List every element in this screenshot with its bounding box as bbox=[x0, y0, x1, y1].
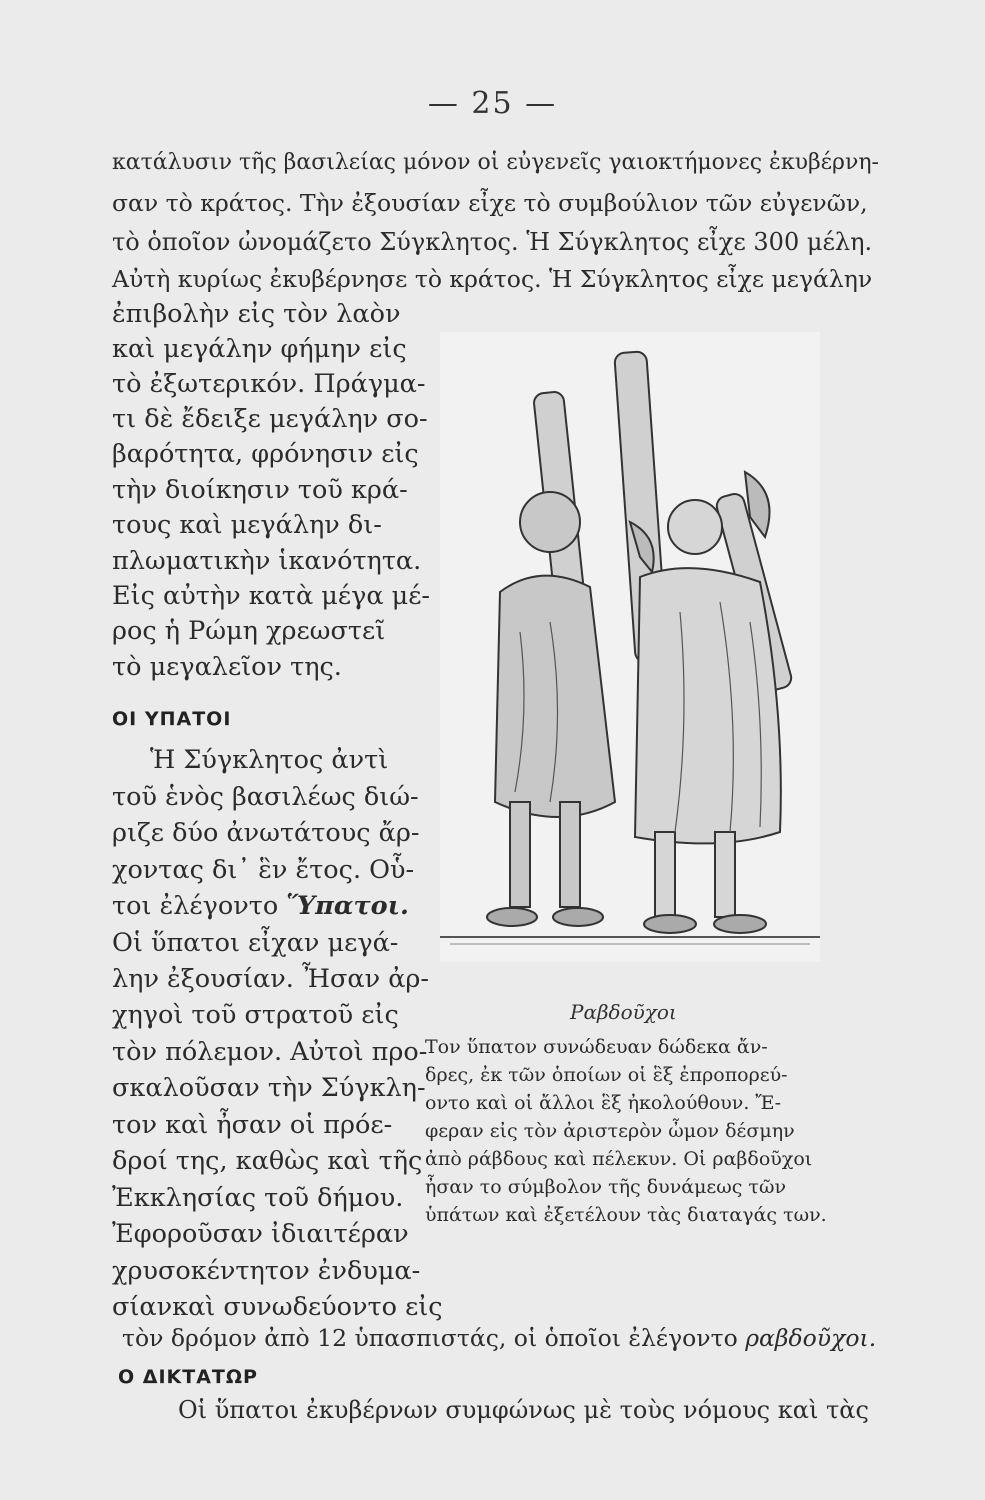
body-line: Ἐκκλησίας τοῦ δήμου. bbox=[112, 1183, 404, 1213]
body-line: καὶ μεγάλην φήμην εἰς bbox=[112, 334, 407, 364]
body-line: σίανκαὶ συνωδεύοντο εἰς bbox=[112, 1292, 443, 1322]
figure-caption-line: οντο καὶ οἱ ἄλλοι ἓξ ἠκολούθουν. Ἔ- bbox=[425, 1092, 782, 1114]
figure-caption-line: δρες, ἐκ τῶν ὁποίων οἱ ἓξ ἐπροπορεύ- bbox=[425, 1064, 788, 1086]
figure-caption-title: Ραβδοῦχοι bbox=[570, 1000, 677, 1024]
intro-line: τὸ ὁποῖον ὠνομάζετο Σύγκλητος. Ἡ Σύγκλητος εἶχε 300 μέλη. bbox=[112, 228, 873, 256]
body-line: ρος ἡ Ρώμη χρεωστεῖ bbox=[112, 616, 386, 646]
body-line: τοῦ ἑνὸς βασιλέως διώ- bbox=[112, 782, 419, 812]
intro-line: σαν τὸ κράτος. Τὴν ἐξουσίαν εἶχε τὸ συμβούλιον τῶν εὐγενῶν, bbox=[112, 189, 868, 217]
lictors-engraving-icon bbox=[440, 332, 820, 962]
section-heading-dictator: Ο ΔΙΚΤΑΤΩΡ bbox=[118, 1366, 258, 1388]
body-text: τοι ἐλέγοντο bbox=[112, 891, 279, 921]
body-line: βαρότητα, φρόνησιν εἰς bbox=[112, 439, 419, 469]
body-line: τον καὶ ἦσαν οἱ πρόε- bbox=[112, 1110, 393, 1140]
body-line: Ἡ Σύγκλητος ἀντὶ bbox=[150, 745, 389, 775]
body-line: τὸν πόλεμον. Αὐτοὶ προ- bbox=[112, 1037, 428, 1067]
term-rabdouchoi: ραβδοῦχοι. bbox=[745, 1324, 877, 1352]
term-hypatoi: Ὕπατοι. bbox=[286, 891, 409, 921]
body-line: χοντας δι᾽ ἓν ἔτος. Οὗ- bbox=[112, 855, 415, 885]
body-line-full bbox=[122, 1324, 877, 1352]
figure-caption-line: ὑπάτων καὶ ἐξετέλουν τὰς διαταγάς των. bbox=[425, 1204, 827, 1226]
body-line: δροί της, καθὼς καὶ τῆς bbox=[112, 1146, 423, 1176]
body-line: τὴν διοίκησιν τοῦ κρά- bbox=[112, 475, 408, 505]
body-line: ριζε δύο ἀνωτάτους ἄρ- bbox=[112, 818, 420, 848]
lictors-engraving bbox=[440, 332, 820, 962]
body-line: σκαλοῦσαν τὴν Σύγκλη- bbox=[112, 1073, 426, 1103]
body-line: τὸ ἐξωτερικόν. Πράγμα- bbox=[112, 369, 426, 399]
body-line: χρυσοκέντητον ἐνδυμα- bbox=[112, 1256, 421, 1286]
figure-caption-line: ἦσαν το σύμβολον τῆς δυνάμεως τῶν bbox=[425, 1176, 786, 1198]
body-line: ἐπιβολὴν εἰς τὸν λαὸν bbox=[112, 299, 401, 329]
body-line: Ἐφοροῦσαν ἰδιαιτέραν bbox=[112, 1219, 409, 1249]
body-line: Εἰς αὐτὴν κατὰ μέγα μέ- bbox=[112, 581, 431, 611]
body-text: τὸν δρόμον ἀπὸ 12 ὑπασπιστάς, οἱ ὁποῖοι ἐλέγοντο bbox=[122, 1324, 738, 1352]
body-line: πλωματικὴν ἱκανότητα. bbox=[112, 546, 422, 576]
figure-caption-line: φεραν εἰς τὸν ἀριστερὸν ὦμον δέσμην bbox=[425, 1120, 795, 1142]
body-line: τους καὶ μεγάλην δι- bbox=[112, 510, 382, 540]
page-number: — 25 — bbox=[427, 86, 558, 121]
body-line: χηγοὶ τοῦ στρατοῦ εἰς bbox=[112, 1000, 399, 1030]
intro-line: κατάλυσιν τῆς βασιλείας μόνον οἱ εὐγενεῖς γαιοκτήμονες ἐκυβέρνη- bbox=[112, 150, 879, 175]
intro-line: Αὐτὴ κυρίως ἐκυβέρνησε τὸ κράτος. Ἡ Σύγκλητος εἶχε μεγάλην bbox=[112, 265, 873, 293]
body-line: τὸ μεγαλεῖον της. bbox=[112, 652, 342, 682]
body-line: τι δὲ ἔδειξε μεγάλην σο- bbox=[112, 404, 428, 434]
section-heading-consuls: ΟΙ ΥΠΑΤΟΙ bbox=[112, 708, 232, 730]
body-line bbox=[112, 891, 409, 921]
body-line: Οἱ ὕπατοι εἶχαν μεγά- bbox=[112, 928, 399, 958]
figure-caption-line: ἀπὸ ράβδους καὶ πέλεκυν. Οἱ ραβδοῦχοι bbox=[425, 1148, 813, 1170]
body-line: Οἱ ὕπατοι ἐκυβέρνων συμφώνως μὲ τοὺς νόμους καὶ τὰς bbox=[178, 1396, 869, 1424]
figure-caption-line: Τον ὕπατον συνώδευαν δώδεκα ἄν- bbox=[425, 1036, 768, 1058]
body-line: λην ἐξουσίαν. Ἦσαν ἀρ- bbox=[112, 964, 430, 994]
